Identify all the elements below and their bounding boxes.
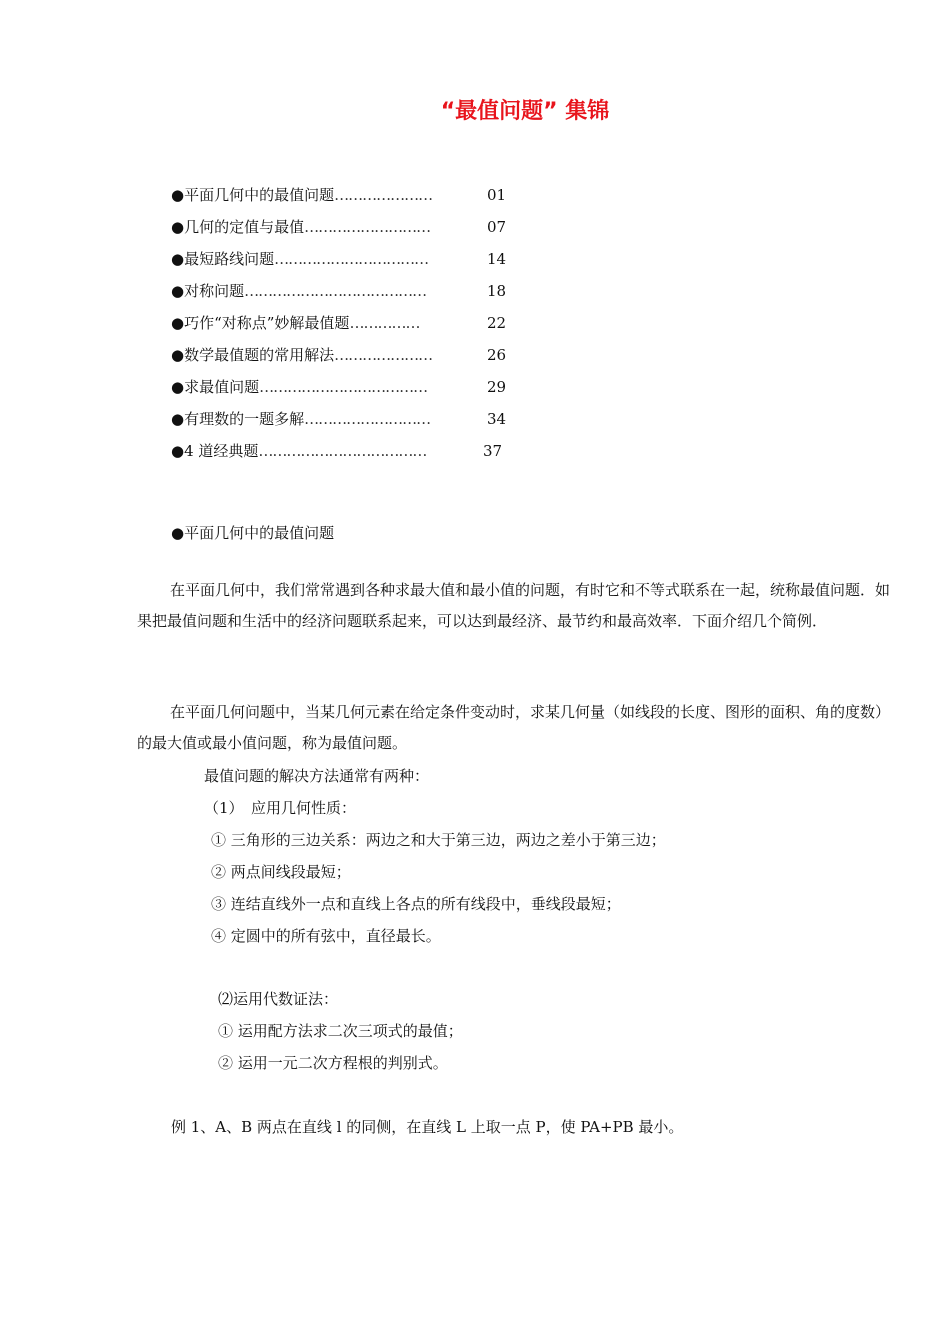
toc-page-number: 18	[487, 282, 507, 300]
method2-title: ⑵运用代数证法：	[218, 990, 339, 1008]
toc-leader: ………………………	[304, 410, 431, 428]
toc-item	[171, 342, 511, 374]
toc-page-number: 29	[487, 378, 507, 396]
toc-page-number: 07	[487, 218, 507, 236]
toc-leader: ………………………………	[259, 378, 428, 396]
toc-page-number: 22	[487, 314, 507, 332]
toc-page-number: 34	[487, 410, 507, 428]
toc-leader: …………………	[334, 186, 433, 204]
method1-item: ④ 定圆中的所有弦中，直径最长。	[211, 927, 441, 945]
toc-page-number: 37	[483, 442, 503, 460]
toc-label: ●最短路线问题	[171, 250, 275, 268]
toc-leader: …………………	[334, 346, 433, 364]
definition-paragraph: 在平面几何问题中，当某几何元素在给定条件变动时，求某几何量（如线段的长度、图形的面积、角的度数）的最大值或最小值问题，称为最值问题。	[137, 703, 891, 752]
toc-leader: ………………………	[304, 218, 431, 236]
toc-leader: …………………………………	[244, 282, 427, 300]
toc-page-number: 01	[487, 186, 507, 204]
toc-label: ●数学最值题的常用解法	[171, 346, 335, 364]
toc-label: ●4 道经典题	[171, 442, 259, 460]
toc-label: ●几何的定值与最值	[171, 218, 305, 236]
toc-leader: ……………………………	[274, 250, 429, 268]
toc-leader: ………………………………	[258, 442, 427, 460]
table-of-contents	[171, 182, 511, 470]
toc-label: ●平面几何中的最值问题	[171, 186, 335, 204]
toc-page-number: 14	[487, 250, 507, 268]
toc-item	[171, 182, 511, 214]
method2-item: ② 运用一元二次方程根的判别式。	[218, 1054, 448, 1072]
toc-item	[171, 278, 511, 310]
example-1: 例 1、A、B 两点在直线 l 的同侧，在直线 L 上取一点 P，使 PA+PB 最小。	[171, 1118, 684, 1136]
toc-item	[171, 214, 511, 246]
intro-paragraph: 在平面几何中，我们常常遇到各种求最大值和最小值的问题，有时它和不等式联系在一起，统称最值问题．如果把最值问题和生活中的经济问题联系起来，可以达到最经济、最节约和最高效率．下面介绍几个简例．	[137, 581, 891, 630]
method1-title: （1） 应用几何性质：	[204, 799, 357, 817]
toc-leader: ……………	[349, 314, 420, 332]
toc-label: ●有理数的一题多解	[171, 410, 305, 428]
toc-item	[171, 406, 511, 438]
methods-intro: 最值问题的解决方法通常有两种：	[204, 767, 430, 785]
toc-item	[171, 438, 511, 470]
toc-item	[171, 246, 511, 278]
method1-item: ① 三角形的三边关系：两边之和大于第三边，两边之差小于第三边；	[211, 831, 666, 849]
method1-item: ② 两点间线段最短；	[211, 863, 351, 881]
toc-label: ●求最值问题	[171, 378, 260, 396]
method1-item: ③ 连结直线外一点和直线上各点的所有线段中，垂线段最短；	[211, 895, 621, 913]
toc-label: ●对称问题	[171, 282, 245, 300]
toc-item	[171, 374, 511, 406]
method2-item: ① 运用配方法求二次三项式的最值；	[218, 1022, 463, 1040]
page-title: “最值问题” 集锦	[440, 99, 610, 124]
toc-page-number: 26	[487, 346, 507, 364]
toc-item	[171, 310, 511, 342]
section-heading: ●平面几何中的最值问题	[171, 524, 335, 542]
toc-label: ●巧作“对称点”妙解最值题	[171, 314, 350, 332]
